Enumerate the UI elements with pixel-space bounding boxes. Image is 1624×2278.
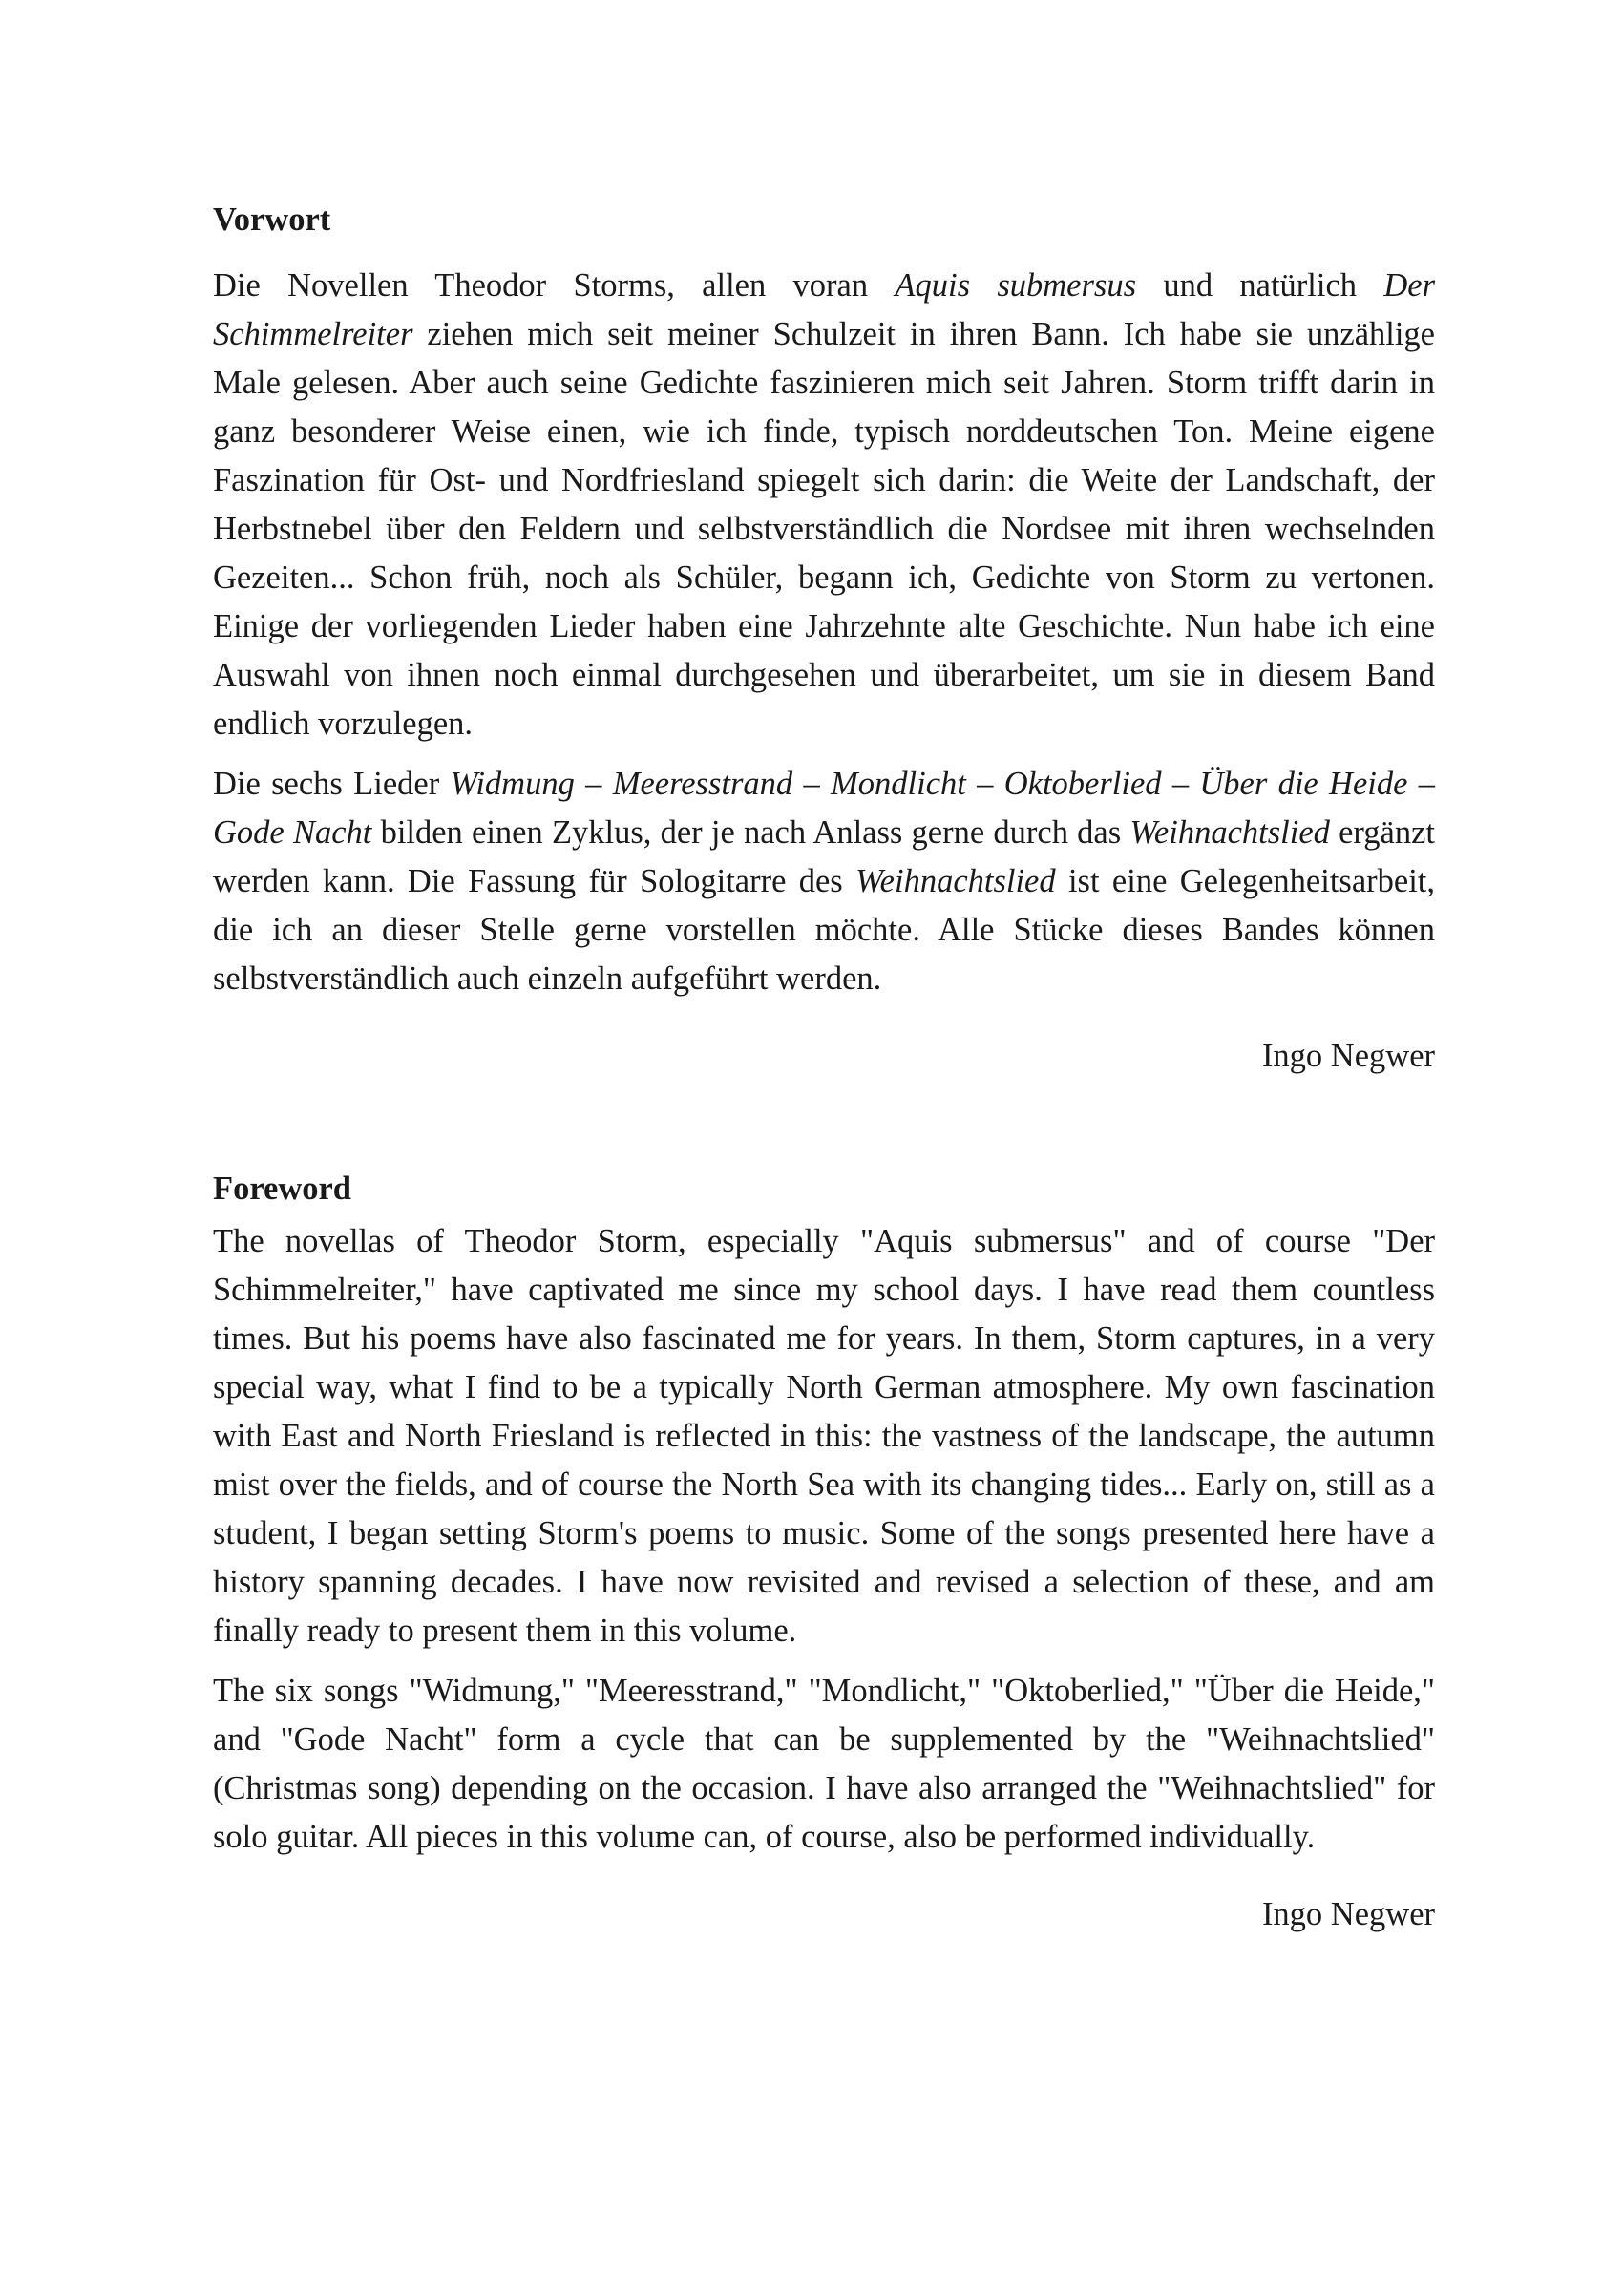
paragraph-german-2 [213,760,1435,1003]
text-run: Die Novellen Theodor Storms, allen voran [213,267,896,304]
italic-song-list: Widmung – Meeresstrand – Mondlicht – Oktoberlied – Über die Heide – Gode Nacht [213,766,1435,851]
text-run: ziehen mich seit meiner Schulzeit in ihren Bann. Ich habe sie unzählige Male gelesen. Aber auch seine Gedichte faszinieren mich seit Jahren. Storm trifft darin in ganz besonderer Weise einen, wie ich finde, typisch norddeutschen Ton. Meine eigene Faszination für Ost- und Nordfriesland spiegelt sich darin: die Weite der Landschaft, der Herbstnebel über den Feldern und selbstverständlich die Nordsee mit ihren wechselnden Gezeiten... Schon früh, noch als Schüler, begann ich, Gedichte von Storm zu vertonen. Einige der vorliegenden Lieder haben eine Jahrzehnte alte Geschichte. Nun habe ich eine Auswahl von ihnen noch einmal durchgesehen und überarbeitet, um sie in diesem Band endlich vorzulegen. [213,316,1435,742]
text-run: ist eine Gelegenheitsarbeit, die ich an dieser Stelle gerne vorstellen möchte. Alle Stücke dieses Bandes können selbstverständlich auch einzeln aufgeführt werden. [213,863,1435,997]
italic-title-weihnachtslied: Weihnachtslied [855,863,1056,899]
text-run: Die sechs Lieder [213,766,451,802]
italic-title-weihnachtslied: Weihnachtslied [1129,814,1330,851]
heading-foreword: Foreword [213,1171,351,1207]
document-page [213,196,1435,1939]
italic-title-aquis-submersus: Aquis submersus [895,267,1137,304]
text-run: und natürlich [1136,267,1384,304]
signature-german: Ingo Negwer [1261,1038,1435,1074]
paragraph-english-2: The six songs "Widmung," "Meeresstrand," "Mondlicht," "Oktoberlied," "Über die Heide," and "Gode Nacht" form a cycle that can be supplemented by the "Weihnachtslied" (Christmas song) depending on the occasion. I have also arranged the "Weihnachtslied" for solo guitar. All pieces in this volume can, of course, also be performed individually. [213,1673,1435,1855]
section-german [213,196,1435,1081]
signature-english: Ingo Negwer [1261,1896,1435,1932]
italic-title-der-schimmelreiter: Der Schimmelreiter [213,267,1435,352]
heading-vorwort: Vorwort [213,201,331,238]
section-english [213,1165,1435,1939]
text-run: bilden einen Zyklus, der je nach Anlass gerne durch das [371,814,1130,851]
text-run: ergänzt werden kann. Die Fassung für Sologitarre des [213,814,1435,899]
paragraph-english-1: The novellas of Theodor Storm, especially "Aquis submersus" and of course "Der Schimmelreiter," have captivated me since my school days. I have read them countless times. But his poems have also fascinated me for years. In them, Storm captures, in a very special way, what I find to be a typically North German atmosphere. My own fascination with East and North Friesland is reflected in this: the vastness of the landscape, the autumn mist over the fields, and of course the North Sea with its changing tides... Early on, still as a student, I began setting Storm's poems to music. Some of the songs presented here have a history spanning decades. I have now revisited and revised a selection of these, and am finally ready to present them in this volume. [213,1223,1435,1649]
paragraph-german-1 [213,262,1435,749]
